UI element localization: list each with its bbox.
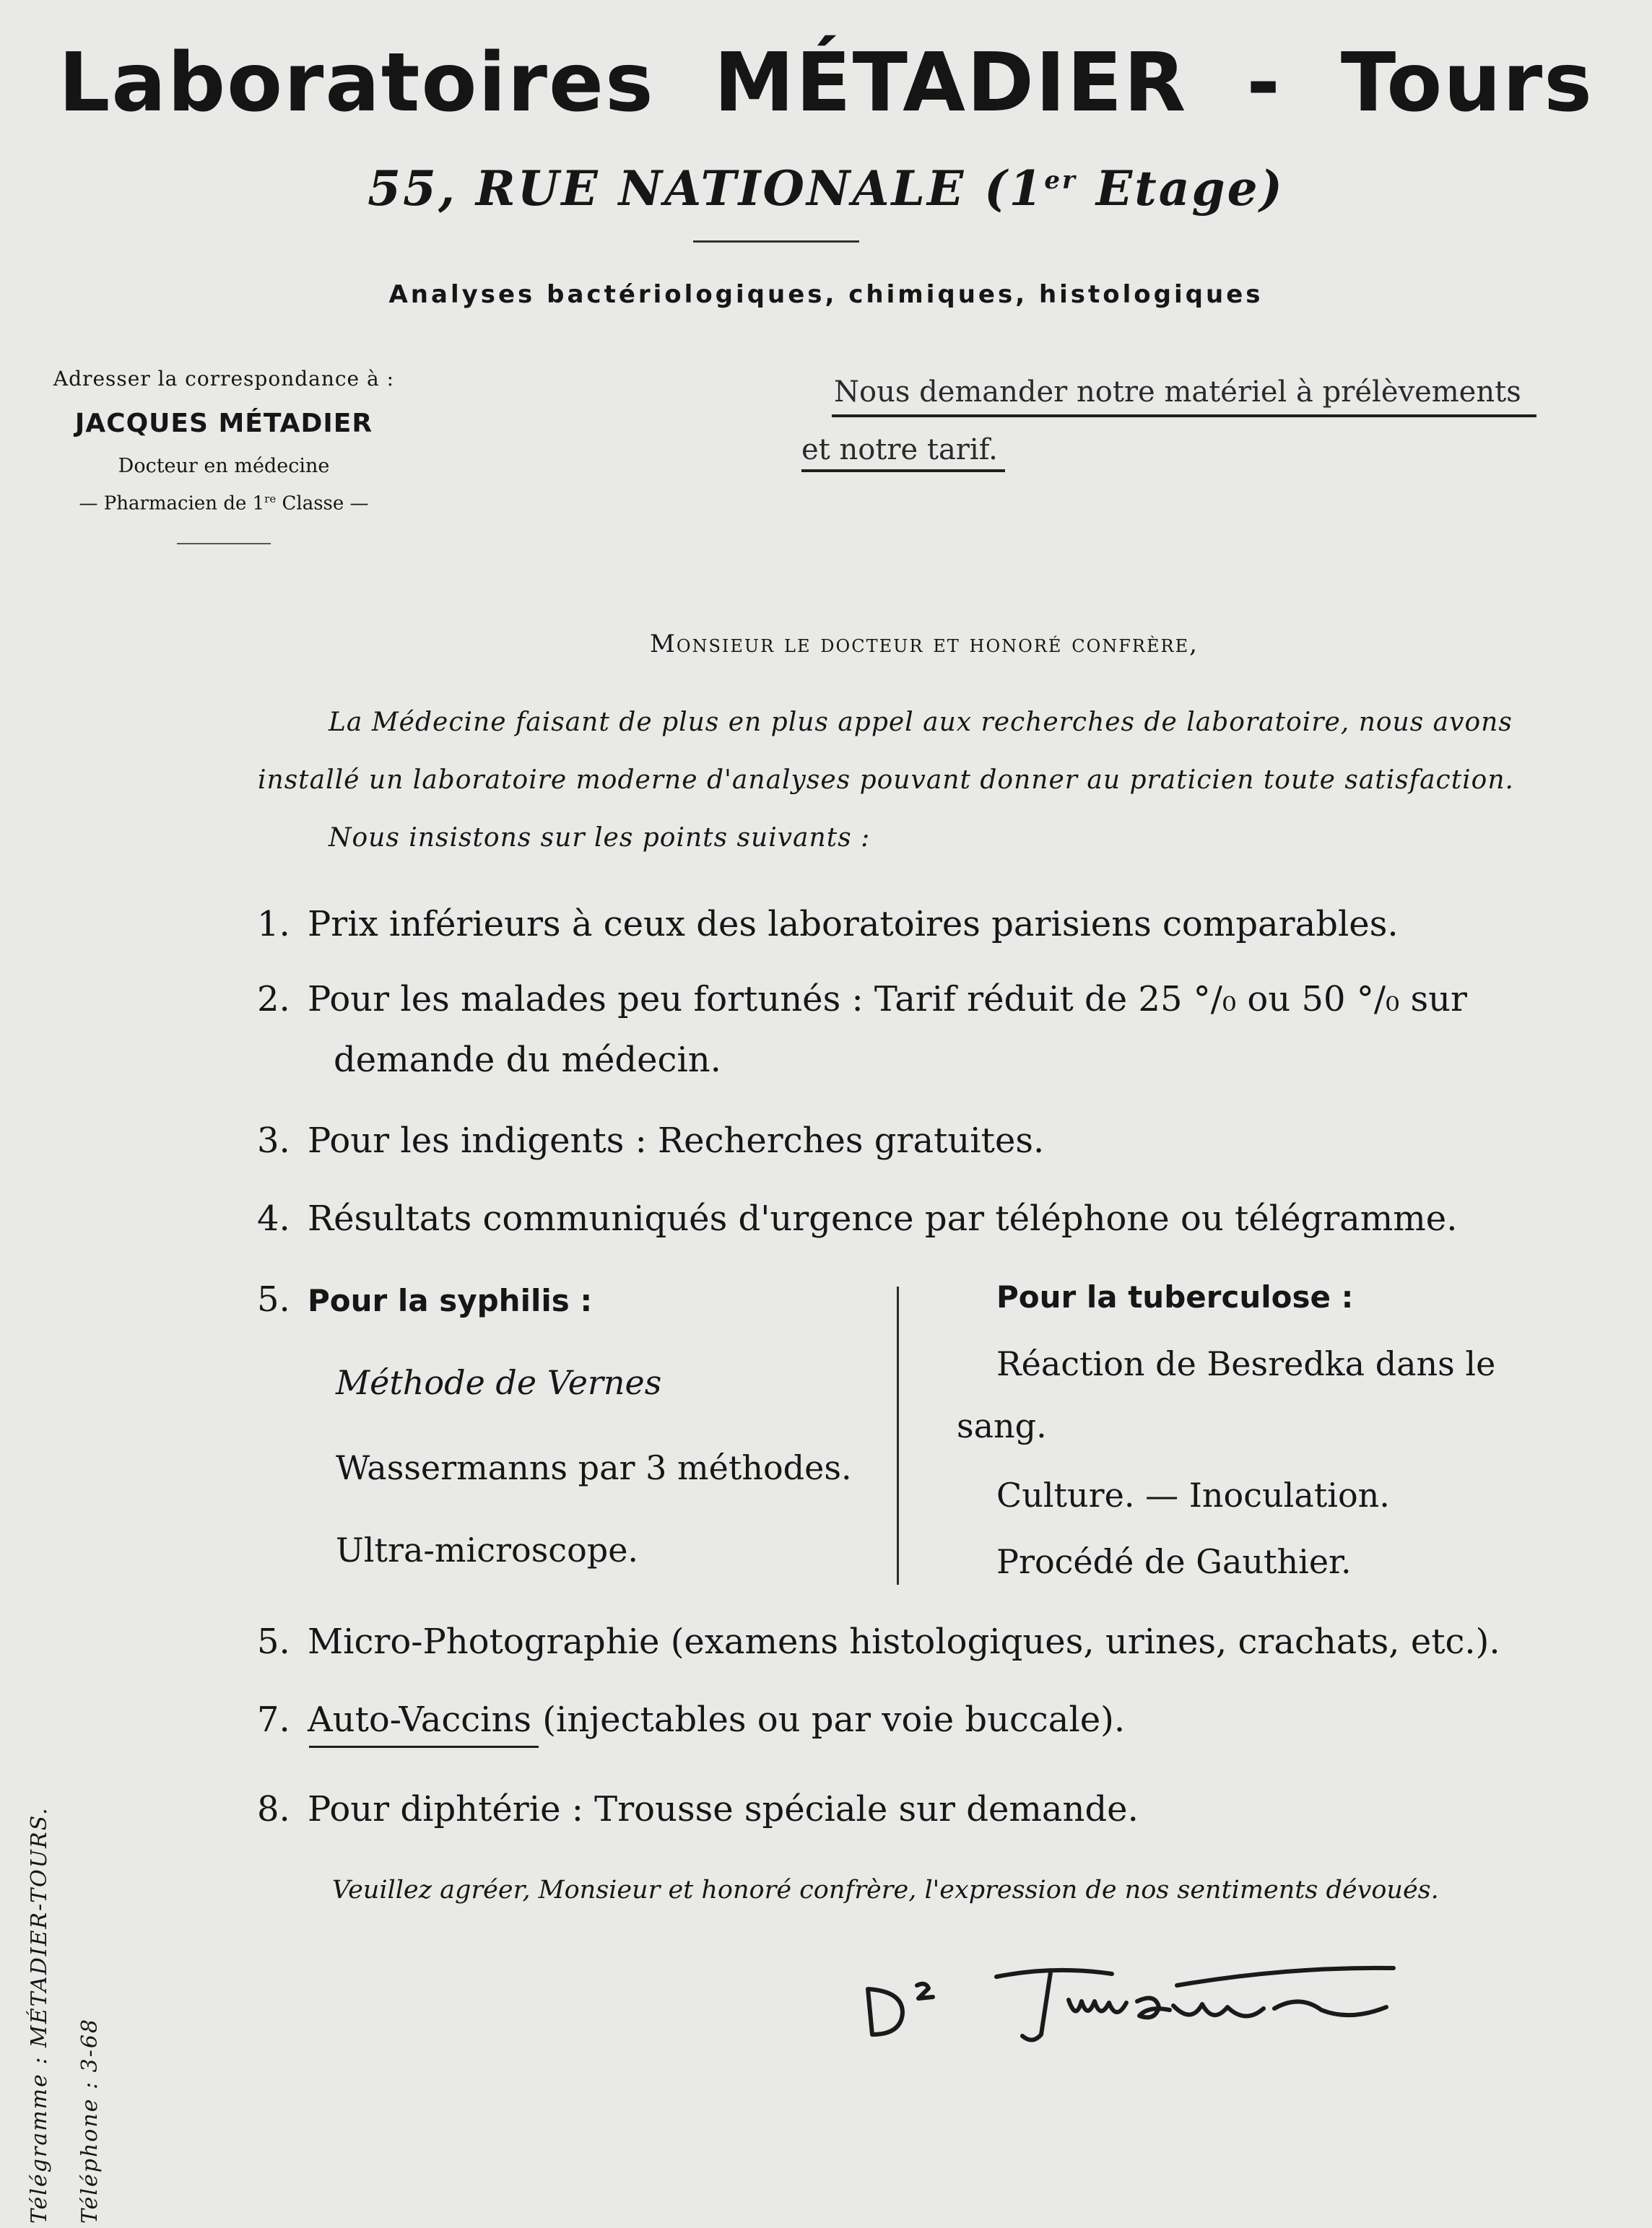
intro-line-3: Nous insistons sur les points suivants :: [329, 823, 871, 853]
telegramme-line: Télégramme : MÉTADIER-TOURS.: [27, 1806, 52, 2224]
telephone-line: Téléphone : 3-68: [77, 2017, 103, 2224]
tuberculose-method: Culture. — Inoculation.: [996, 1476, 1390, 1515]
syphilis-method: Ultra-microscope.: [336, 1531, 639, 1570]
request-underline-2: [801, 469, 1005, 472]
list-item: 2. Pour les malades peu fortunés : Tarif réduit de 25 °/₀ ou 50 °/₀ sur: [257, 979, 1467, 1019]
header-divider: [693, 240, 859, 243]
intro-line-1: La Médecine faisant de plus en plus appel aux recherches de laboratoire, nous avons: [329, 708, 1513, 737]
list-item: 7. Auto-Vaccins (injectables ou par voie buccale).: [257, 1700, 1126, 1740]
closing-line: Veuillez agréer, Monsieur et honoré confrère, l'expression de nos sentiments dévoués.: [332, 1876, 1439, 1905]
list-item-syphilis: 5. Pour la syphilis :: [257, 1279, 593, 1320]
tuberculose-method: sang.: [957, 1406, 1047, 1445]
list-item: 1. Prix inférieurs à ceux des laboratoires parisiens comparables.: [257, 904, 1399, 944]
letterhead-title: Laboratoires MÉTADIER - Tours: [58, 36, 1594, 130]
analyses-line: Analyses bactériologiques, chimiques, histologiques: [388, 280, 1264, 309]
list-item: 3. Pour les indigents : Recherches gratuites.: [257, 1120, 1045, 1161]
tuberculose-method: Réaction de Besredka dans le: [996, 1344, 1496, 1383]
salutation: Monsieur le docteur et honoré confrère,: [650, 630, 1199, 658]
correspondence-name: JACQUES MÉTADIER: [74, 409, 373, 438]
syphilis-method: Wassermanns par 3 méthodes.: [336, 1448, 852, 1487]
auto-vaccins-underline: [309, 1746, 539, 1748]
list-item: 5. Micro-Photographie (examens histologiques, urines, crachats, etc.).: [257, 1622, 1500, 1662]
correspondence-title-1: Docteur en médecine: [118, 455, 330, 477]
handwritten-signature: [852, 1949, 1401, 2050]
request-line-2: et notre tarif.: [801, 433, 998, 466]
tuberculose-heading: Pour la tuberculose :: [996, 1279, 1354, 1315]
syphilis-method: Méthode de Vernes: [336, 1363, 662, 1402]
request-underline-1: [832, 414, 1536, 417]
column-divider: [897, 1287, 899, 1585]
request-line-1: Nous demander notre matériel à prélèvements: [834, 375, 1521, 409]
intro-line-2: installé un laboratoire moderne d'analyses pouvant donner au praticien toute satisfaction.: [258, 765, 1514, 795]
contact-block: [14, 1502, 116, 2224]
correspondence-label: Adresser la correspondance à :: [53, 367, 395, 391]
list-item: 4. Résultats communiqués d'urgence par téléphone ou télégramme.: [257, 1198, 1458, 1239]
list-item-continuation: demande du médecin.: [334, 1040, 721, 1080]
letterhead-address: 55, RUE NATIONALE (1er Etage): [368, 160, 1284, 217]
correspondence-title-2: — Pharmacien de 1re Classe —: [79, 492, 369, 515]
list-item: 8. Pour diphtérie : Trousse spéciale sur demande.: [257, 1789, 1139, 1829]
tuberculose-method: Procédé de Gauthier.: [996, 1542, 1352, 1581]
correspondence-divider: [177, 543, 271, 544]
